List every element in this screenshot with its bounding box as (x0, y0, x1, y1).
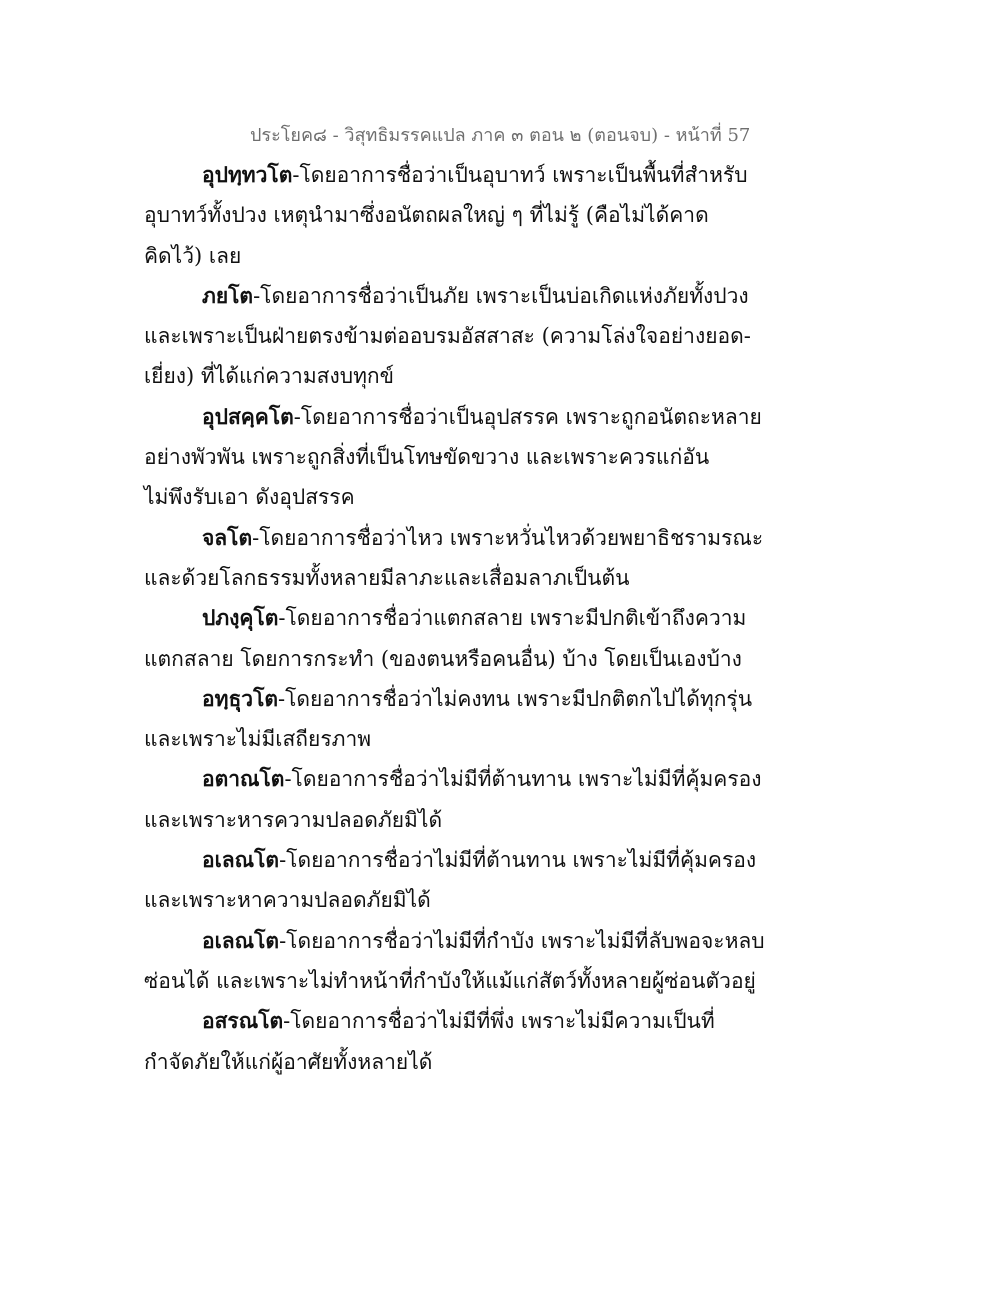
term: จลโต (202, 524, 253, 550)
term: อสรณโต (202, 1008, 284, 1034)
term: ปภงฺคุโต (202, 605, 279, 631)
paragraph-first-line (144, 518, 764, 558)
paragraph-line: แตกสลาย โดยการกระทำ (ของตนหรือคนอื่น) บ้าง โดยเป็นเองบ้าง (144, 646, 742, 671)
paragraph-first-line (144, 155, 748, 195)
paragraph-first-line (144, 276, 749, 316)
term: อเลณโต (202, 927, 280, 953)
paragraph (144, 759, 762, 840)
paragraph-first-line (144, 598, 747, 638)
paragraph (144, 840, 757, 921)
paragraph-line: ไม่พึงรับเอา ดังอุปสรรค (144, 485, 355, 510)
paragraph (144, 155, 748, 276)
term: อทฺธุวโต (202, 685, 278, 711)
paragraph-line: และเพราะหาความปลอดภัยมิได้ (144, 888, 431, 913)
term-definition: -โดยอาการชื่อว่าไม่มีที่พึ่ง เพราะไม่มีความเป็นที่ (283, 1009, 715, 1034)
page-header: ประโยค๘ - วิสุทธิมรรคแปล ภาค ๓ ตอน ๒ (ตอนจบ) - หน้าที่ 57 (250, 125, 751, 146)
term: อุปสคฺคโต (202, 403, 294, 429)
paragraph-line: อุบาทว์ทั้งปวง เหตุนำมาซึ่งอนัตถผลใหญ่ ๆ ที่ไม่รู้ (คือไม่ได้คาด (144, 203, 709, 228)
paragraph-first-line (144, 1001, 724, 1041)
paragraph-first-line (144, 679, 753, 719)
page-body (144, 155, 765, 1082)
term-definition: -โดยอาการชื่อว่าไม่มีที่ต้านทาน เพราะไม่มีที่คุ้มครอง (279, 848, 757, 873)
paragraph (144, 1001, 724, 1082)
paragraph (144, 397, 762, 518)
paragraph-line: กำจัดภัยให้แก่ผู้อาศัยทั้งหลายได้ (144, 1049, 433, 1074)
term: อเลณโต (202, 847, 280, 873)
paragraph-line: และเพราะเป็นฝ่ายตรงข้ามต่ออบรมอัสสาสะ (ความโล่งใจอย่างยอด- (144, 324, 751, 349)
paragraph (144, 276, 751, 397)
paragraph-line: อย่างพัวพัน เพราะถูกสิ่งที่เป็นโทษขัดขวาง และเพราะควรแก่อัน (144, 445, 710, 470)
term: ภยโต (202, 282, 254, 308)
paragraph (144, 921, 765, 1002)
term-definition: -โดยอาการชื่อว่าเป็นภัย เพราะเป็นบ่อเกิดแห่งภัยทั้งปวง (253, 283, 749, 308)
paragraph (144, 518, 764, 599)
paragraph-line: เยี่ยง) ที่ได้แก่ความสงบทุกข์ (144, 364, 394, 389)
paragraph (144, 679, 753, 760)
paragraph-first-line (144, 840, 757, 880)
term-definition: -โดยอาการชื่อว่าไม่คงทน เพราะมีปกติตกไปได้ทุกรุ่น (277, 686, 753, 711)
term-definition: -โดยอาการชื่อว่าไม่มีที่กำบัง เพราะไม่มีที่ลับพอจะหลบ (279, 928, 765, 953)
term-definition: -โดยอาการชื่อว่าเป็นอุปสรรค เพราะถูกอนัตถะหลาย (293, 404, 762, 429)
term-definition: -โดยอาการชื่อว่าแตกสลาย เพราะมีปกติเข้าถึงความ (278, 606, 747, 631)
paragraph (144, 598, 747, 679)
term: อุปทฺทวโต (202, 162, 293, 187)
paragraph-line: ซ่อนได้ และเพราะไม่ทำหน้าที่กำบังให้แม้แก่สัตว์ทั้งหลายผู้ซ่อนตัวอยู่ (144, 968, 756, 993)
term: อตาณโต (202, 766, 285, 792)
paragraph-line: คิดไว้) เลย (144, 243, 242, 268)
paragraph-first-line (144, 759, 762, 799)
paragraph-line: และเพราะไม่มีเสถียรภาพ (144, 727, 372, 752)
paragraph-line: และด้วยโลกธรรมทั้งหลายมีลาภะและเสื่อมลาภเป็นต้น (144, 565, 630, 590)
term-definition: -โดยอาการชื่อว่าไหว เพราะหวั่นไหวด้วยพยาธิชรามรณะ (252, 525, 764, 550)
paragraph-first-line (144, 397, 762, 437)
paragraph-first-line (144, 921, 765, 961)
term-definition: -โดยอาการชื่อว่าเป็นอุบาทว์ เพราะเป็นพื้นที่สำหรับ (292, 163, 748, 187)
term-definition: -โดยอาการชื่อว่าไม่มีที่ต้านทาน เพราะไม่มีที่คุ้มครอง (284, 767, 762, 792)
paragraph-line: และเพราะหารความปลอดภัยมิได้ (144, 807, 443, 832)
